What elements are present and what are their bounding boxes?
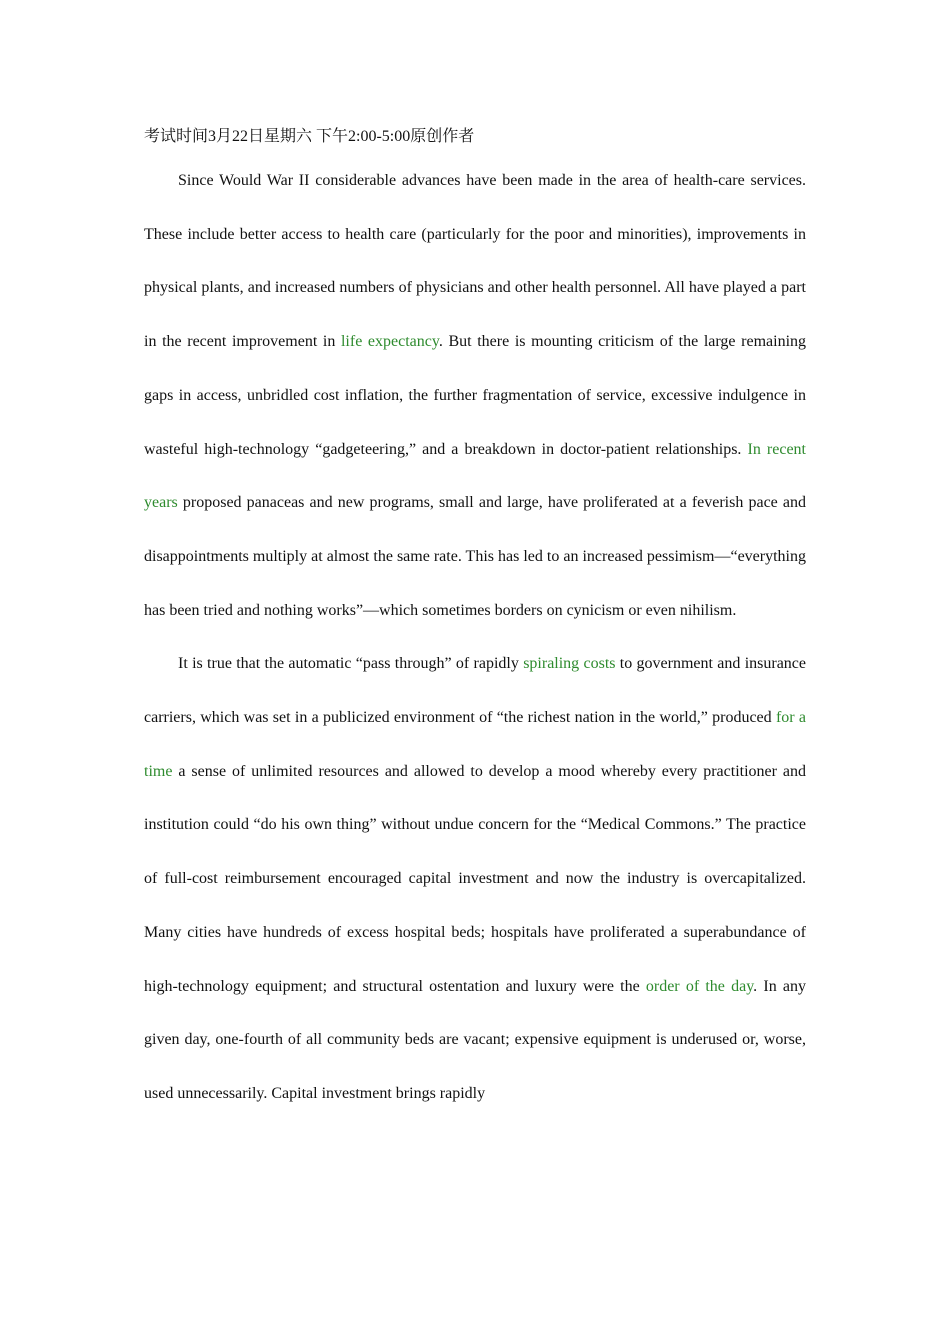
paragraph-2: [144, 637, 806, 1120]
paragraph-1-text: proposed panaceas and new programs, small and large, have proliferated at a feverish pace and disappointments multiply at almost the same rate. This has led to an increased pessimism—“everything has been tried and nothing works”—which sometimes borders on cynicism or even nihilism.: [144, 494, 806, 619]
exam-info-line: 考试时间3月22日星期六 下午2:00-5:00原创作者: [144, 128, 475, 145]
highlight-phrase-in-recent-years: In recent years: [144, 440, 806, 512]
document-page: [144, 120, 806, 1121]
paragraph-2-text: to government and insurance carriers, which was set in a publicized environment of “the richest nation in the world,” produced: [144, 655, 806, 727]
paragraph-2-text: It is true that the automatic “pass through” of rapidly: [178, 655, 524, 673]
paragraph-2-text: . In any given day, one-fourth of all community beds are vacant; expensive equipment is underused or, worse, used unnecessarily. Capital investment brings rapidly: [144, 977, 806, 1102]
paragraph-2-text: a sense of unlimited resources and allowed to develop a mood whereby every practitioner and institution could “do his own thing” without undue concern for the “Medical Commons.” The practice of full-cost reimbursement encouraged capital investment and now the industry is overcapitalized. Many cities have hundreds of excess hospital beds; hospitals have proliferated a superabundance of high-technology equipment; and structural ostentation and luxury were the: [144, 762, 806, 995]
paragraph-1-text: Since Would War II considerable advances have been made in the area of health-care services. These include better access to health care (particularly for the poor and minorities), improvements in physical plants, and increased numbers of physicians and other health personnel. All have played a part in the recent improvement in: [144, 172, 806, 351]
paragraph-1-text: . But there is mounting criticism of the large remaining gaps in access, unbridled cost inflation, the further fragmentation of service, excessive indulgence in wasteful high-technology “gadgeteering,” and a breakdown in doctor-patient relationships.: [144, 333, 807, 458]
highlight-phrase-spiraling-costs: spiraling costs: [523, 655, 616, 673]
highlight-phrase-order-of-the-day: order of the day: [645, 977, 754, 995]
highlight-phrase-for-a-time: for a time: [144, 709, 806, 780]
paragraph-1: [144, 154, 806, 637]
highlight-phrase-life-expectancy: life expectancy: [340, 333, 439, 351]
